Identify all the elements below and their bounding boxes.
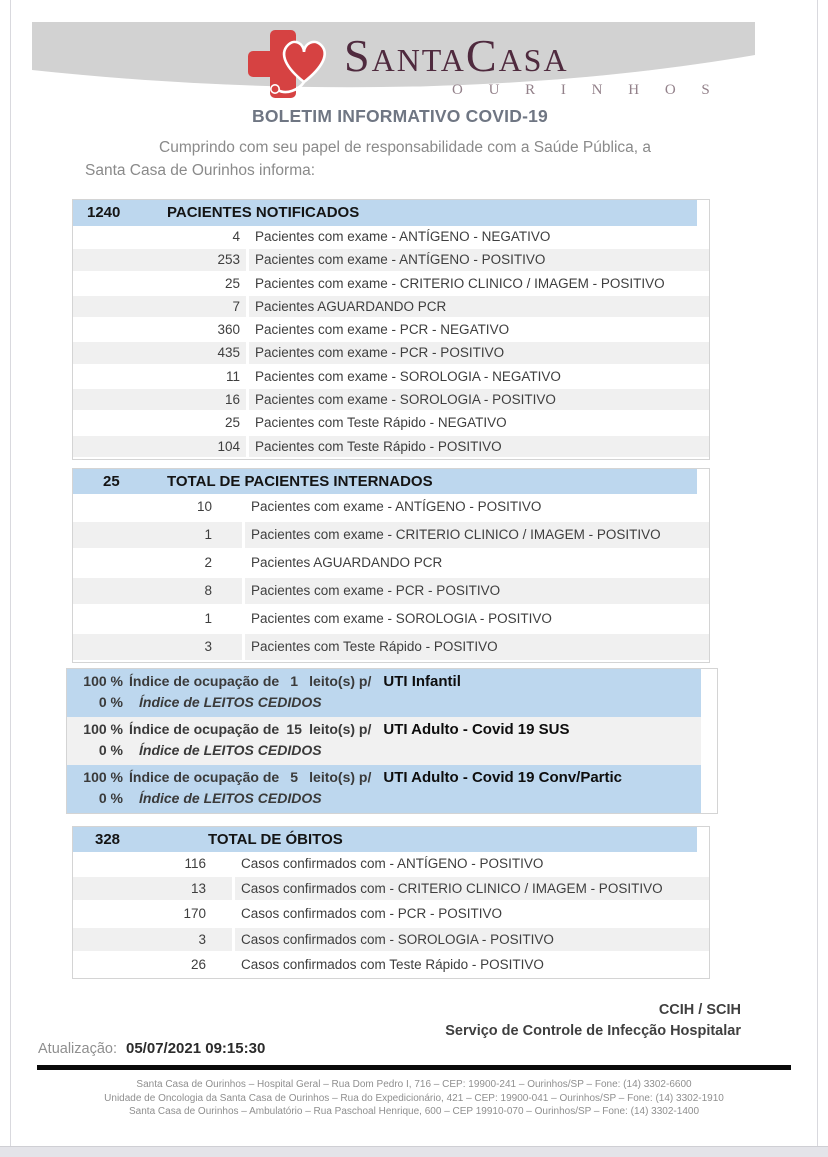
row-label: Pacientes com exame - PCR - POSITIVO: [251, 583, 501, 598]
table-notified-patients: [72, 199, 710, 460]
row-label: Pacientes com exame - SOROLOGIA - POSITIVO: [255, 392, 556, 408]
row-label: Casos confirmados com - PCR - POSITIVO: [241, 906, 503, 922]
table-total-value: 328: [95, 831, 121, 848]
row-value: 26: [73, 953, 235, 976]
table-row: [73, 273, 709, 296]
row-value: 435: [73, 342, 249, 363]
santa-casa-logo-icon: [248, 30, 340, 102]
department-acronym: CCIH / SCIH: [658, 1002, 741, 1018]
icu-block: [67, 765, 701, 813]
ceded-label: Índice de LEITOS CEDIDOS: [139, 790, 322, 806]
table-row: [73, 494, 709, 522]
logo-brand-text: SantaCasa: [344, 30, 569, 81]
row-value: 10: [73, 494, 245, 520]
table-row: [73, 928, 709, 953]
footer-addresses: [0, 1078, 828, 1119]
ceded-label: Índice de LEITOS CEDIDOS: [139, 694, 322, 710]
update-label: Atualização:: [38, 1041, 117, 1057]
row-value: 13: [73, 877, 235, 900]
icu-unit-name: UTI Infantil: [383, 673, 461, 690]
table-title: PACIENTES NOTIFICADOS: [167, 204, 360, 221]
row-label: Pacientes com Teste Rápido - POSITIVO: [251, 639, 498, 654]
table-row: [73, 249, 709, 272]
icu-unit-name: UTI Adulto - Covid 19 Conv/Partic: [383, 769, 623, 786]
table-body: [73, 852, 709, 978]
table-header: [73, 200, 709, 226]
icu-ceded-line: [67, 742, 701, 763]
icu-ceded-line: [67, 790, 701, 811]
row-label: Pacientes com exame - PCR - POSITIVO: [255, 345, 505, 361]
icu-occupancy-line: [67, 721, 701, 742]
ceded-percent: 0 %: [98, 790, 123, 806]
table-row: [73, 342, 709, 365]
address-line: Unidade de Oncologia da Santa Casa de Ourinhos – Rua do Expedicionário, 421 – CEP: 19900-041 – Ourinhos/SP – Fone: (14) 3302-1910: [104, 1092, 724, 1104]
row-label: Pacientes com exame - PCR - NEGATIVO: [255, 322, 510, 338]
table-row: [73, 852, 709, 877]
row-label: Casos confirmados com Teste Rápido - POSITIVO: [241, 956, 544, 972]
beds-count: 1: [290, 673, 299, 689]
address-line: Santa Casa de Ourinhos – Ambulatório – Rua Paschoal Henrique, 600 – CEP 19910-070 – Ourinhos/SP – Fone: (14) 3302-1400: [129, 1106, 699, 1117]
update-timestamp-line: [38, 1040, 265, 1057]
row-value: 16: [73, 389, 249, 410]
row-value: 1: [73, 522, 245, 548]
beds-count: 15: [286, 721, 302, 737]
row-label: Casos confirmados com - SOROLOGIA - POSITIVO: [241, 931, 554, 947]
row-value: 170: [73, 902, 235, 925]
ceded-percent: 0 %: [98, 742, 123, 758]
table-total-value: 1240: [87, 204, 121, 221]
row-label: Pacientes com exame - ANTÍGENO - NEGATIVO: [255, 229, 551, 244]
table-row: [73, 296, 709, 319]
table-row: [73, 226, 709, 249]
footer-divider: [37, 1065, 791, 1070]
row-value: 4: [73, 226, 249, 247]
occupancy-percent: 100 %: [83, 721, 123, 737]
beds-count: 5: [290, 769, 299, 785]
table-row: [73, 366, 709, 389]
beds-suffix: leito(s) p/: [309, 673, 372, 689]
logo-city-text: O U R I N H O S: [452, 82, 721, 98]
table-header: [73, 827, 709, 852]
row-label: Pacientes com exame - CRITERIO CLINICO / IMAGEM - POSITIVO: [251, 527, 661, 542]
row-value: 25: [73, 273, 249, 294]
row-value: 7: [73, 296, 249, 317]
page-bottom-margin: [0, 1146, 828, 1157]
icu-unit-name: UTI Adulto - Covid 19 SUS: [383, 721, 570, 738]
row-label: Casos confirmados com - ANTÍGENO - POSITIVO: [241, 856, 544, 871]
table-row: [73, 550, 709, 578]
department-name: Serviço de Controle de Infecção Hospitalar: [445, 1023, 741, 1039]
ceded-label: Índice de LEITOS CEDIDOS: [139, 742, 322, 758]
table-row: [73, 319, 709, 342]
beds-suffix: leito(s) p/: [309, 769, 372, 785]
row-label: Pacientes com exame - ANTÍGENO - POSITIVO: [255, 252, 546, 268]
row-label: Pacientes AGUARDANDO PCR: [255, 298, 447, 314]
row-label: Pacientes AGUARDANDO PCR: [251, 555, 443, 570]
row-value: 360: [73, 319, 249, 340]
row-value: 3: [73, 634, 245, 660]
table-row: [73, 578, 709, 606]
ceded-percent: 0 %: [98, 694, 123, 710]
row-value: 253: [73, 249, 249, 270]
occupancy-label: Índice de ocupação de: [129, 721, 280, 737]
table-body: [73, 494, 709, 662]
table-body: [73, 226, 709, 459]
table-deaths: [72, 826, 710, 979]
occupancy-percent: 100 %: [83, 673, 123, 689]
row-label: Casos confirmados com - CRITERIO CLINICO / IMAGEM - POSITIVO: [241, 881, 663, 897]
table-row: [73, 877, 709, 902]
table-row: [73, 436, 709, 459]
page-left-edge: [10, 0, 11, 1146]
icu-ceded-line: [67, 694, 701, 715]
table-title: TOTAL DE ÓBITOS: [208, 831, 343, 848]
row-label: Pacientes com Teste Rápido - NEGATIVO: [255, 415, 507, 431]
icu-block: [67, 717, 701, 765]
table-row: [73, 389, 709, 412]
row-value: 116: [73, 852, 235, 875]
address-line: Santa Casa de Ourinhos – Hospital Geral – Rua Dom Pedro I, 716 – CEP: 19900-241 – Ourinhos/SP – Fone: (14) 3302-6600: [136, 1079, 692, 1090]
table-row: [73, 522, 709, 550]
row-value: 2: [73, 550, 245, 576]
table-title: TOTAL DE PACIENTES INTERNADOS: [167, 473, 433, 490]
update-value: 05/07/2021 09:15:30: [126, 1040, 266, 1057]
page-right-edge: [817, 0, 818, 1146]
row-label: Pacientes com exame - ANTÍGENO - POSITIVO: [251, 499, 542, 514]
icu-block: [67, 669, 701, 717]
icu-occupancy-line: [67, 673, 701, 694]
icu-occupancy-section: [66, 668, 718, 814]
table-header: [73, 469, 709, 494]
row-label: Pacientes com Teste Rápido - POSITIVO: [255, 438, 502, 454]
icu-occupancy-line: [67, 769, 701, 790]
table-row: [73, 606, 709, 634]
row-value: 11: [73, 366, 249, 387]
beds-suffix: leito(s) p/: [309, 721, 372, 737]
occupancy-percent: 100 %: [83, 769, 123, 785]
footer-department: [400, 1000, 741, 1042]
table-row: [73, 953, 709, 978]
table-row: [73, 412, 709, 435]
table-hospitalized-patients: [72, 468, 710, 663]
table-row: [73, 902, 709, 927]
row-value: 8: [73, 578, 245, 604]
page-title: BOLETIM INFORMATIVO COVID-19: [252, 106, 548, 126]
row-label: Pacientes com exame - CRITERIO CLINICO / IMAGEM - POSITIVO: [255, 275, 665, 291]
row-value: 25: [73, 412, 249, 433]
row-label: Pacientes com exame - SOROLOGIA - POSITIVO: [251, 611, 552, 626]
occupancy-label: Índice de ocupação de: [129, 769, 280, 785]
row-label: Pacientes com exame - SOROLOGIA - NEGATIVO: [255, 368, 561, 384]
intro-paragraph: Cumprindo com seu papel de responsabilidade com a Saúde Pública, a Santa Casa de Ourinhos informa:: [85, 139, 651, 179]
occupancy-label: Índice de ocupação de: [129, 673, 280, 689]
row-value: 1: [73, 606, 245, 632]
table-total-value: 25: [103, 473, 120, 490]
table-row: [73, 634, 709, 662]
row-value: 3: [73, 928, 235, 951]
row-value: 104: [73, 436, 249, 457]
